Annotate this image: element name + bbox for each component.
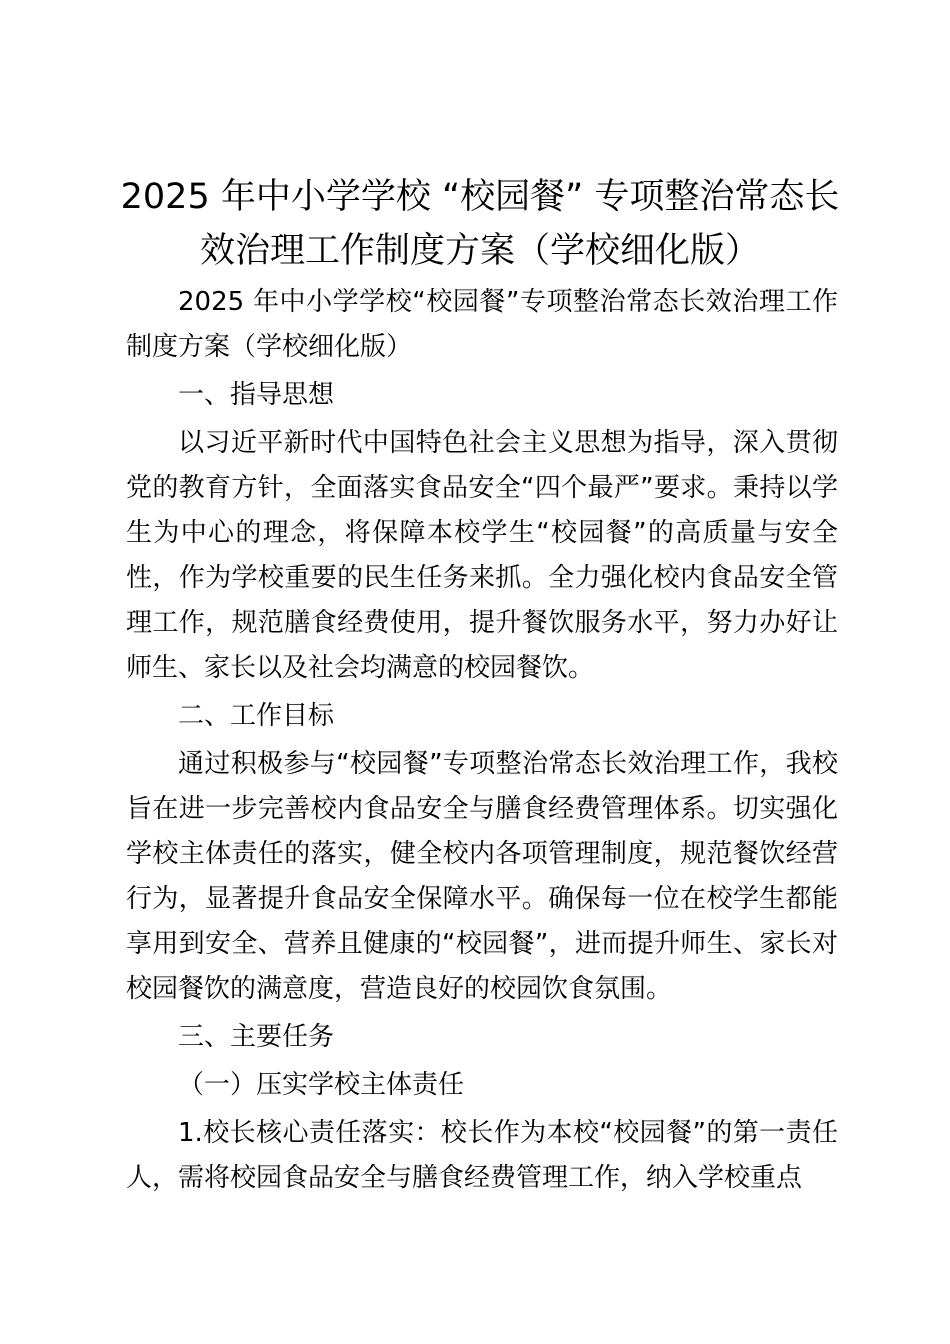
body-paragraph-principal-responsibility: 1.校长核心责任落实：校长作为本校“校园餐”的第一责任人，需将校园食品安全与膳食经费管理工作，纳入学校重点 [126, 1118, 838, 1193]
body-paragraph-guiding-ideology: 以习近平新时代中国特色社会主义思想为指导，深入贯彻党的教育方针，全面落实食品安全“四个最严”要求。秉持以学生为中心的理念，将保障本校学生“校园餐”的高质量与安全性，作为学校重要的民生任务来抓。全力强化校内食品安全管理工作，规范膳食经费使用，提升餐饮服务水平，努力办好让师生、家长以及社会均满意的校园餐饮。 [126, 428, 838, 683]
section-heading-guiding-ideology: 一、指导思想 [178, 380, 335, 410]
body-paragraph-work-goals: 通过积极参与“校园餐”专项整治常态长效治理工作，我校旨在进一步完善校内食品安全与膳食经费管理体系。切实强化学校主体责任的落实，健全校内各项管理制度，规范餐饮经营行为，显著提升食品安全保障水平。确保每一位在校学生都能享用到安全、营养且健康的“校园餐”，进而提升师生、家长对校园餐饮的满意度，营造良好的校园饮食氛围。 [126, 749, 838, 1004]
subsection-heading-school-responsibility: （一）压实学校主体责任 [178, 1070, 465, 1100]
section-heading-work-goals: 二、工作目标 [178, 701, 335, 731]
document-body [126, 280, 838, 1201]
subtitle-paragraph: 2025 年中小学学校“校园餐”专项整治常态长效治理工作制度方案（学校细化版） [126, 287, 838, 362]
document-title: 2025 年中小学学校 “校园餐” 专项整治常态长效治理工作制度方案（学校细化版） [120, 177, 840, 271]
section-heading-main-tasks: 三、主要任务 [178, 1022, 335, 1052]
